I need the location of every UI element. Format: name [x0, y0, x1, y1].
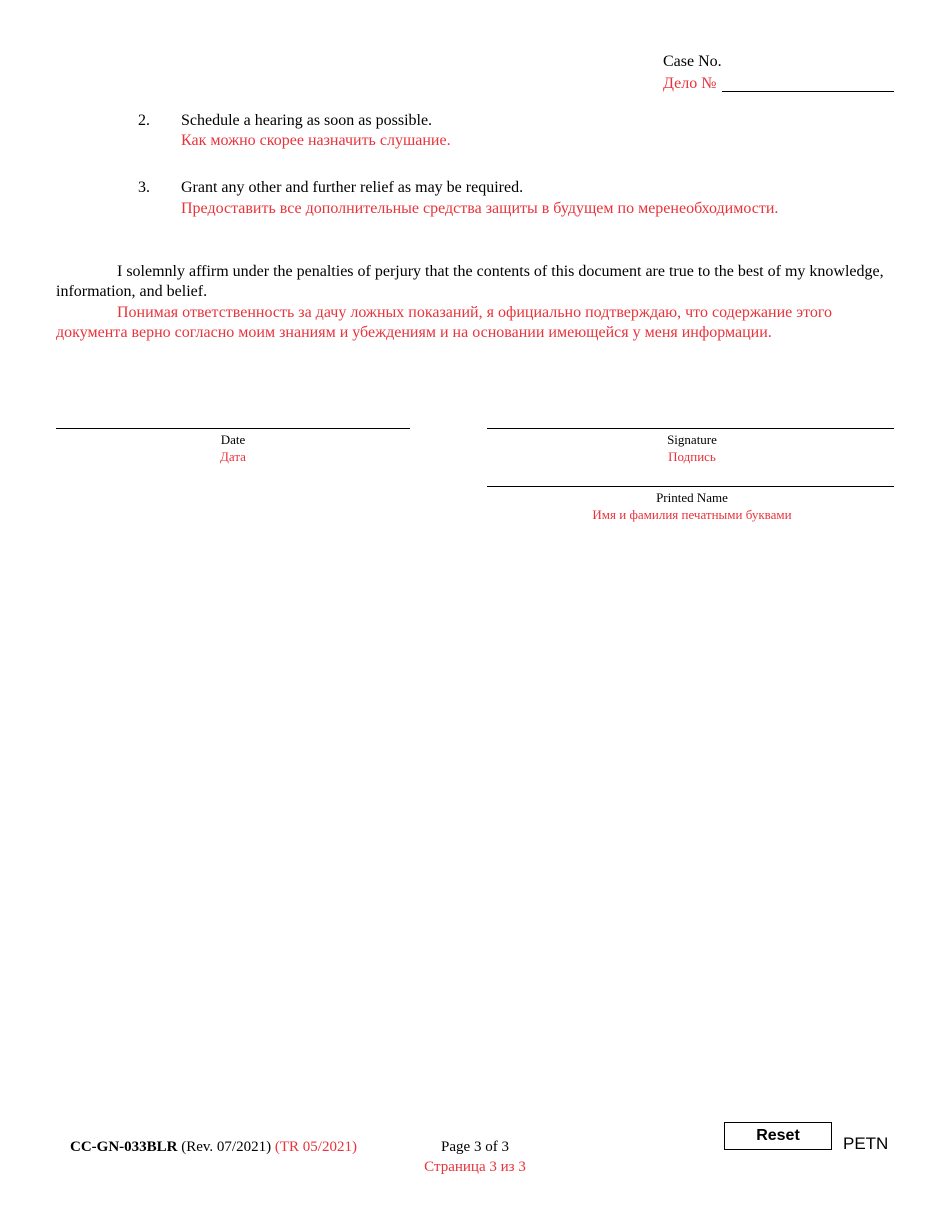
form-code: CC-GN-033BLR [70, 1139, 178, 1155]
printed-name-label-ru: Имя и фамилия печатными буквами [592, 507, 792, 522]
page-number-en: Page 3 of 3 [441, 1139, 509, 1155]
date-field[interactable] [56, 428, 410, 429]
form-identifier [70, 1137, 357, 1157]
item-number: 3. [138, 179, 150, 196]
page-number-ru: Страница 3 из 3 [424, 1159, 526, 1175]
reset-button[interactable]: Reset [724, 1122, 832, 1150]
date-label: Date [220, 432, 246, 447]
form-revision: (Rev. 07/2021) [181, 1139, 272, 1155]
case-number-field[interactable] [722, 91, 894, 92]
page-number [380, 1137, 570, 1177]
signature-field[interactable] [487, 428, 894, 429]
case-number-label-ru: Дело № [663, 75, 717, 92]
form-type-label: PETN [843, 1134, 889, 1153]
item-text: Grant any other and further relief as may be required. [181, 179, 524, 196]
item-text: Schedule a hearing as soon as possible. [181, 112, 433, 129]
item-text-ru: Предоставить все дополнительные средства защиты в будущем по меренеобходимости. [181, 200, 779, 217]
affirmation-text: I solemnly affirm under the penalties of perjury that the contents of this document are true to the best of my knowledge, information, and belief. [56, 263, 884, 300]
signature-label-ru: Подпись [668, 449, 716, 464]
item-number: 2. [138, 112, 150, 129]
item-text-ru: Как можно скорее назначить слушание. [181, 132, 451, 149]
printed-name-field[interactable] [487, 486, 894, 487]
affirmation-text-ru: Понимая ответственность за дачу ложных показаний, я официально подтверждаю, что содержание этого документа верно согласно моим знаниям и убеждениям и на основании имеющейся у меня информации. [56, 304, 833, 341]
case-number-label: Case No. [663, 53, 722, 70]
translation-revision: (TR 05/2021) [274, 1139, 357, 1155]
printed-name-label: Printed Name [656, 490, 728, 505]
date-label-ru: Дата [220, 449, 246, 464]
signature-label: Signature [667, 432, 717, 447]
